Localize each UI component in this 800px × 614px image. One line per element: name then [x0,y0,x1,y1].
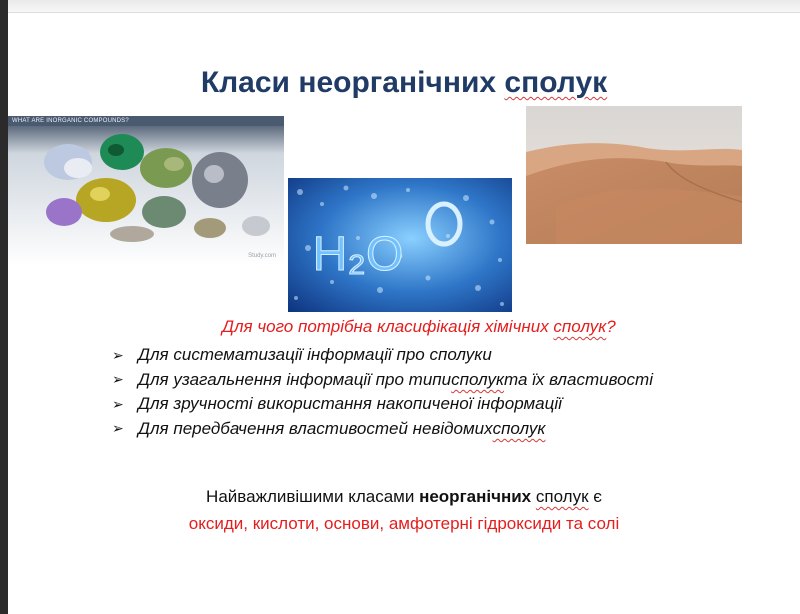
presentation-slide [8,0,800,614]
minerals-watermark: Study.com [248,253,276,259]
list-item-text-end: та їх властивості [503,369,653,389]
summary-text: Найважливішими класами [206,487,420,506]
h2o-label: H₂O [312,228,404,281]
list-item [112,392,653,417]
question-mark: ? [606,317,616,336]
compound-classes-list: оксиди, кислоти, основи, амфотерні гідроксиди та солі [188,514,620,533]
list-item [112,417,653,442]
summary-end: є [588,487,602,506]
slide-title [8,66,800,100]
arrow-bullet-icon: ➢ [112,420,124,437]
slide-title-text: Класи неорганічних [200,66,505,99]
list-item-underlined: сполук [492,418,546,438]
list-item-underlined: сполук [451,369,504,389]
list-item-text: Для узагальнення інформації про типи [138,369,452,389]
slide-title-underlined: сполук [504,66,608,99]
window-top-bar [8,0,800,13]
summary-underlined: сполук [535,487,589,506]
question-underlined: сполук [553,317,607,336]
desert-dunes-image [526,106,742,244]
water-h2o-image [288,178,512,312]
question-text: Для чого потрібна класифікація хімічних [222,317,554,336]
arrow-bullet-icon: ➢ [112,395,124,412]
arrow-bullet-icon: ➢ [112,371,124,388]
minerals-caption: WHAT ARE INORGANIC COMPOUNDS? [12,118,129,124]
list-item [112,343,653,368]
list-item [112,368,653,393]
classification-question [222,317,616,337]
list-item-text: Для систематизації інформації про сполуки [138,345,492,365]
summary-sentence [8,487,800,507]
list-item-text: Для передбачення властивостей невідомих [138,418,493,438]
summary-bold: неорганічних [419,487,532,506]
arrow-bullet-icon: ➢ [112,346,124,363]
minerals-image [8,116,284,266]
list-item-text: Для зручності використання накопиченої інформації [138,394,562,414]
reasons-list [112,343,653,441]
